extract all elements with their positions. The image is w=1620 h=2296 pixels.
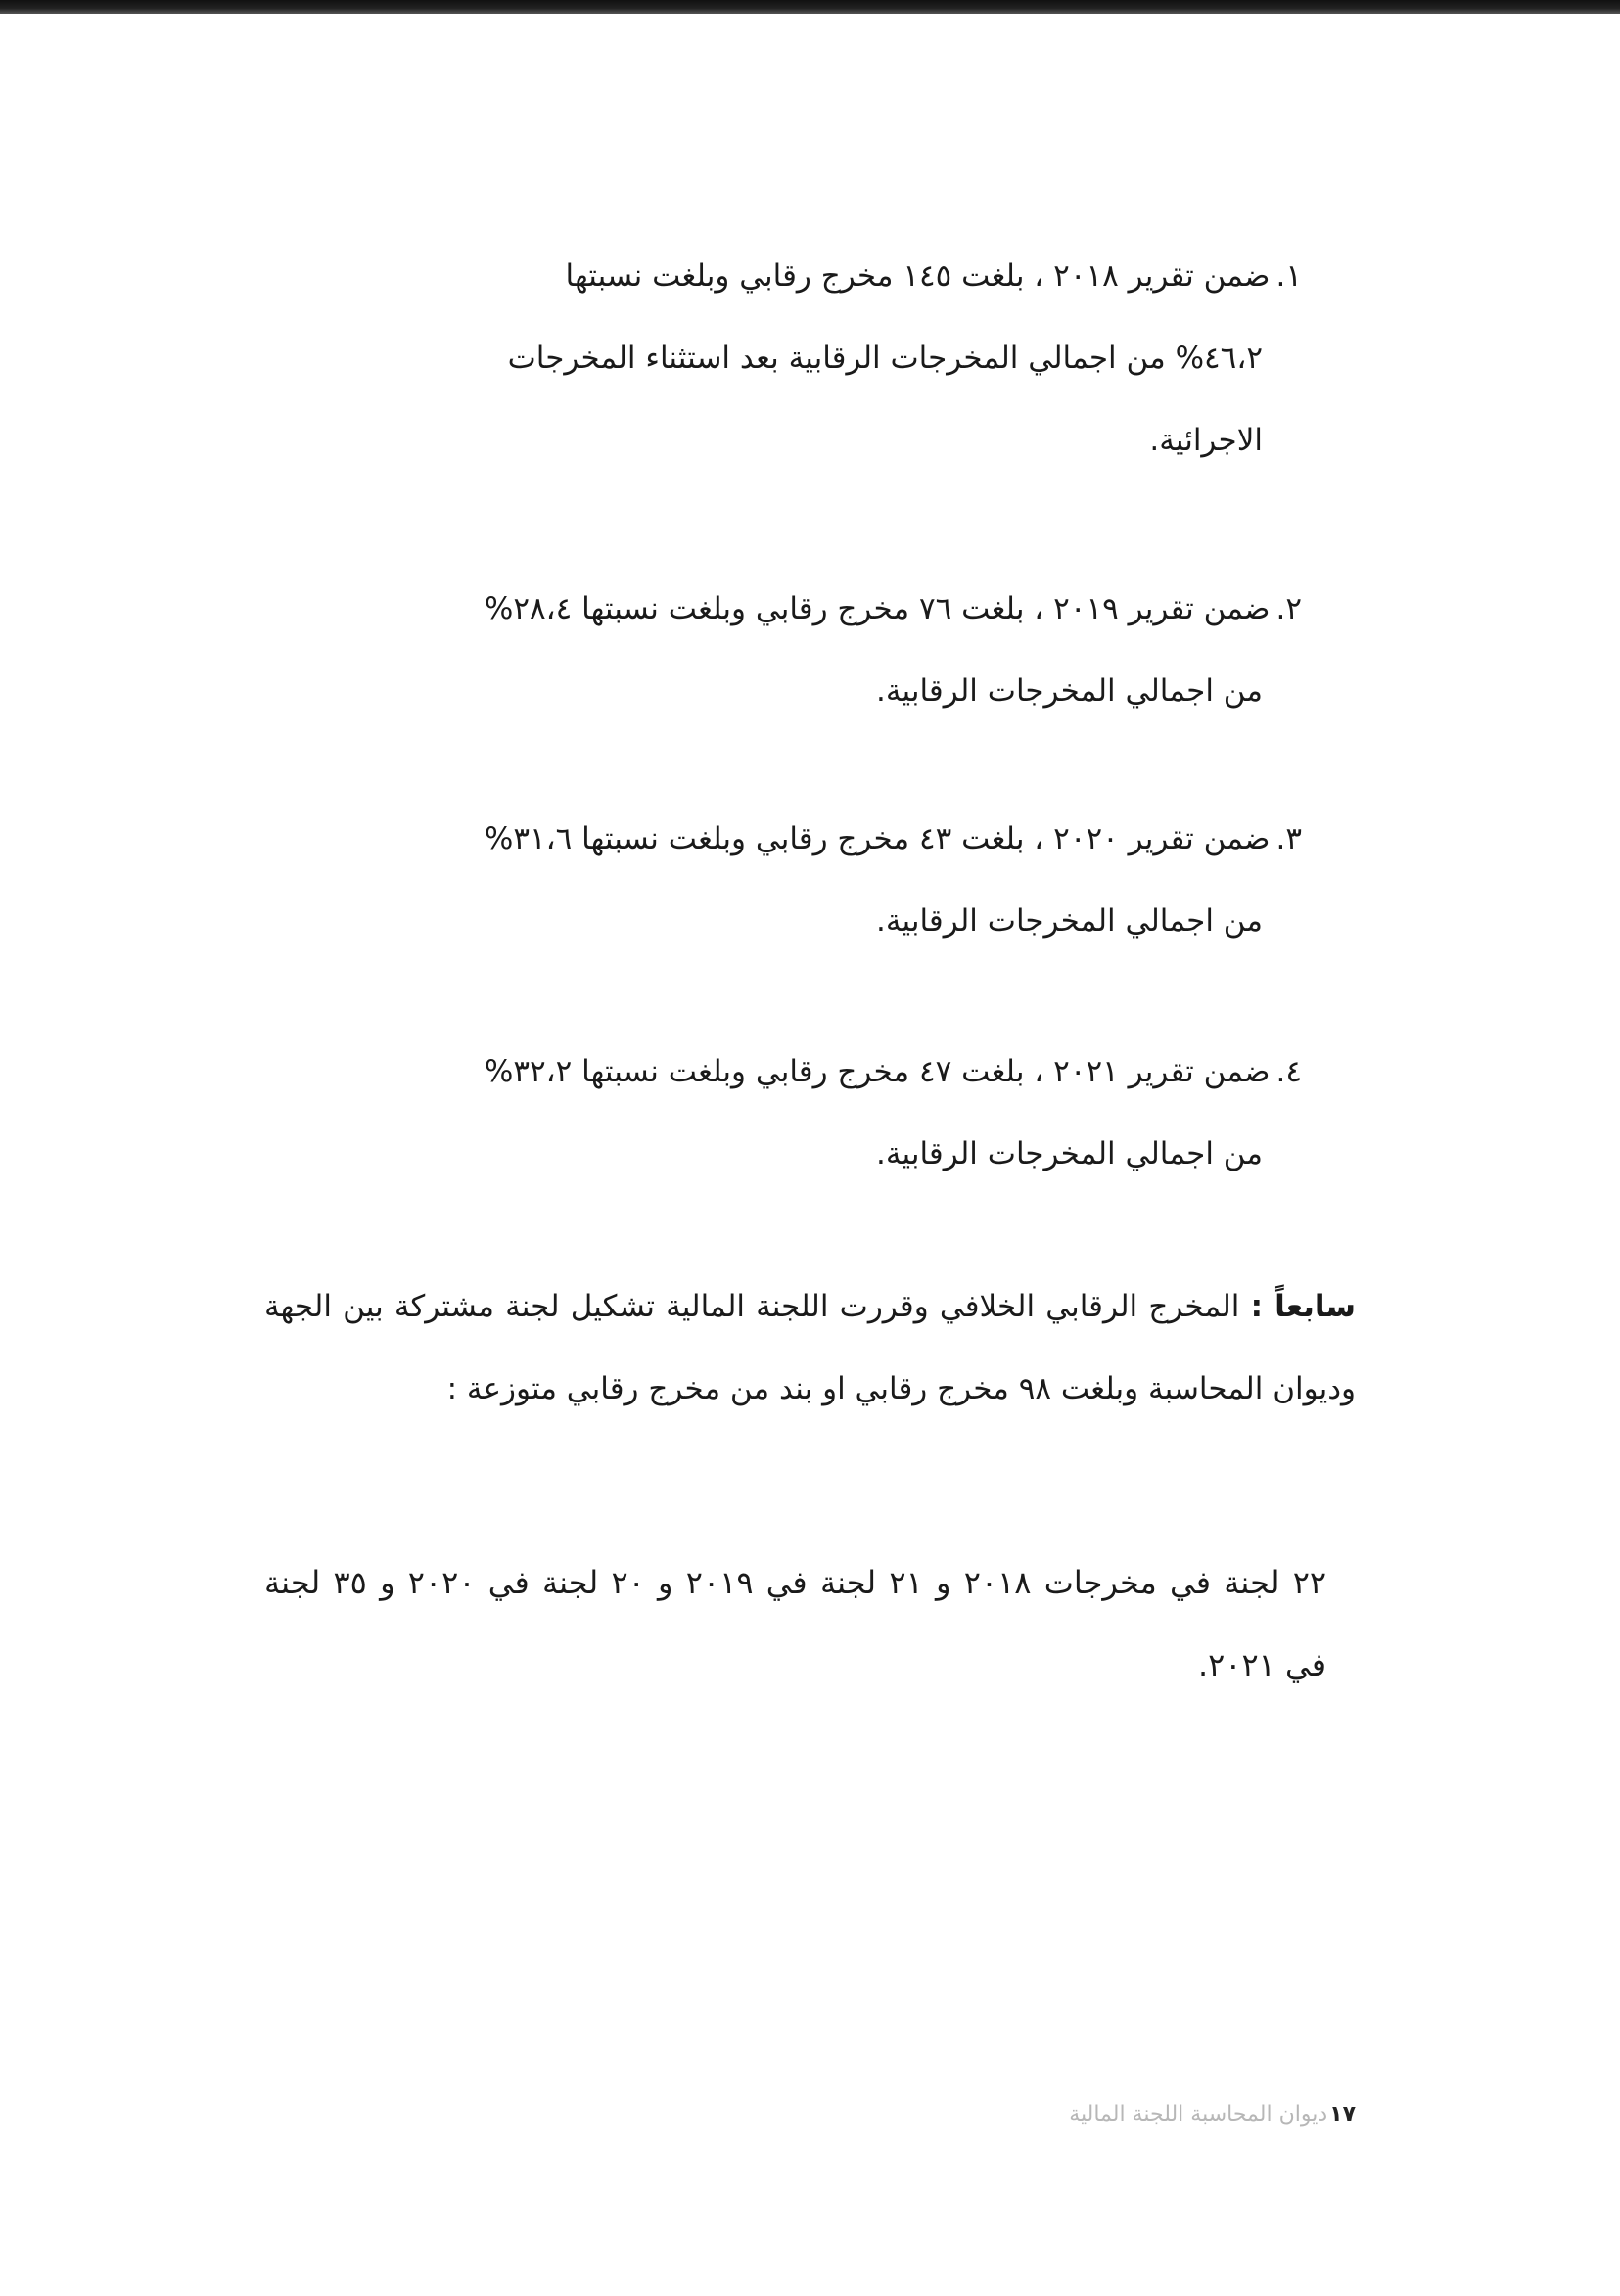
list-item-3: [264, 798, 1302, 962]
list-item-line: ٤.ضمن تقرير ٢٠٢١ ، بلغت ٤٧ مخرج رقابي وبلغت نسبتها ٣٢،٢%: [264, 1031, 1302, 1113]
list-item-line: من اجمالي المخرجات الرقابية.: [876, 1136, 1263, 1171]
section-seven-text: المخرج الرقابي الخلافي وقررت اللجنة المالية تشكيل لجنة مشتركة بين الجهة وديوان المحاسبة وبلغت ٩٨ مخرج رقابي او بند من مخرج رقابي متوزعة :: [264, 1289, 1356, 1406]
list-item-line: ١.ضمن تقرير ٢٠١٨ ، بلغت ١٤٥ مخرج رقابي وبلغت نسبتها: [264, 235, 1302, 317]
list-item-line: ٤٦،٢% من اجمالي المخرجات الرقابية بعد استثناء المخرجات: [507, 341, 1263, 376]
section-seven-heading: سابعاً :: [1250, 1289, 1357, 1324]
list-item-line: ٢.ضمن تقرير ٢٠١٩ ، بلغت ٧٦ مخرج رقابي وبلغت نسبتها ٢٨،٤%: [264, 568, 1302, 650]
list-item-number: ٢.: [1275, 591, 1302, 626]
list-item-line: من اجمالي المخرجات الرقابية.: [876, 903, 1263, 939]
list-item-line: الاجرائية.: [1149, 423, 1263, 458]
list-item-2: [264, 568, 1302, 732]
committees-paragraph: ٢٢ لجنة في مخرجات ٢٠١٨ و ٢١ لجنة في ٢٠١٩ و ٢٠ لجنة في ٢٠٢٠ و ٣٥ لجنة في ٢٠٢١.: [264, 1564, 1327, 1683]
page-number: ١٧: [1329, 2102, 1356, 2127]
list-item-1: [264, 235, 1302, 482]
list-item-number: ١.: [1275, 258, 1302, 294]
list-item-number: ٤.: [1275, 1054, 1302, 1089]
page-footer: [1069, 2102, 1356, 2127]
section-seven-paragraph: [264, 1265, 1356, 1430]
list-item-4: [264, 1031, 1302, 1195]
list-item-line: ٣.ضمن تقرير ٢٠٢٠ ، بلغت ٤٣ مخرج رقابي وبلغت نسبتها ٣١،٦%: [264, 798, 1302, 880]
list-item-line: من اجمالي المخرجات الرقابية.: [876, 673, 1263, 709]
list-item-number: ٣.: [1275, 821, 1302, 856]
footer-title: ديوان المحاسبة اللجنة المالية: [1069, 2102, 1328, 2127]
